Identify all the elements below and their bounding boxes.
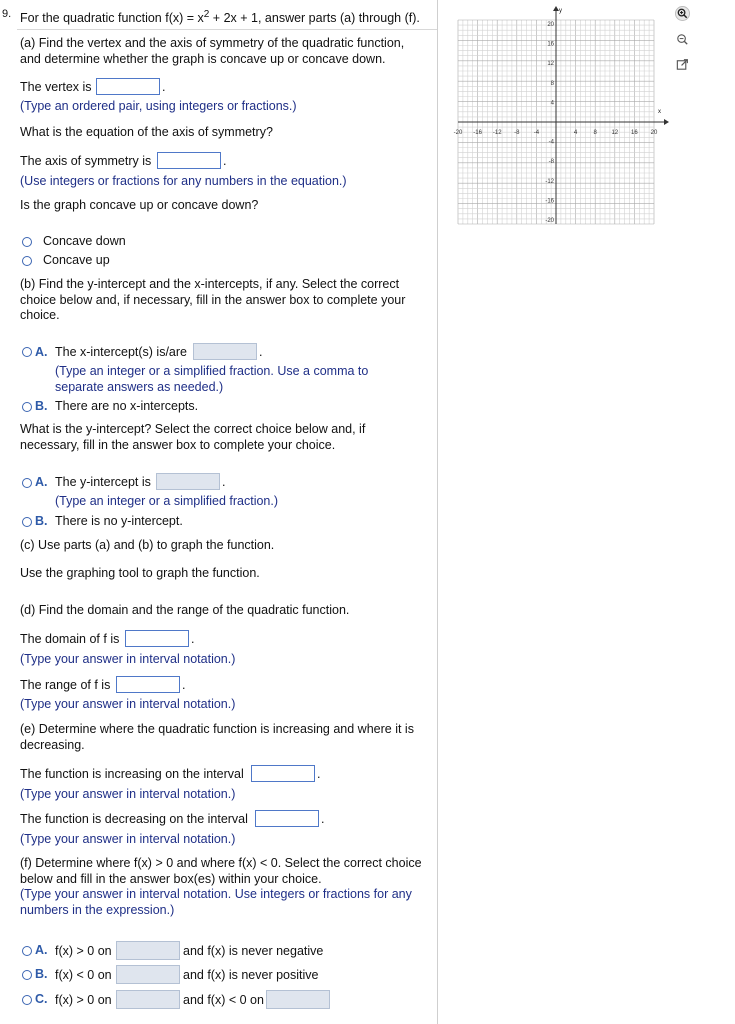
- axis-hint: (Use integers or fractions for any numbers in the equation.): [20, 174, 347, 188]
- period: .: [317, 767, 321, 781]
- part-f-b-input[interactable]: [116, 965, 180, 984]
- option-letter: B.: [35, 967, 48, 981]
- part-f-c-pre: f(x) > 0 on: [55, 993, 112, 1007]
- question-suffix: + 2x + 1, answer parts (a) through (f).: [209, 11, 420, 26]
- part-a-intro: (a) Find the vertex and the axis of symmetry of the quadratic function, and determine whether the graph is concave up or concave down.: [20, 36, 405, 66]
- part-e-intro: (e) Determine where the quadratic function is increasing and where it is decreasing.: [20, 722, 414, 752]
- part-f-a-input[interactable]: [116, 941, 180, 960]
- range-hint: (Type your answer in interval notation.): [20, 697, 236, 711]
- y-tick-label: -20: [545, 218, 554, 224]
- part-f-a-post: and f(x) is never negative: [183, 944, 324, 958]
- option-letter: C.: [35, 992, 48, 1006]
- concavity-question: Is the graph concave up or concave down?: [20, 198, 259, 212]
- y-tick-label: 20: [547, 22, 554, 28]
- part-f-option-b-radio[interactable]: [22, 970, 32, 980]
- part-f-b-post: and f(x) is never positive: [183, 968, 319, 982]
- x-intercept-option-b-radio[interactable]: [22, 402, 32, 412]
- axis-label: The axis of symmetry is: [20, 154, 152, 168]
- part-d-intro: (d) Find the domain and the range of the quadratic function.: [20, 603, 350, 617]
- range-input[interactable]: [116, 676, 180, 693]
- domain-input[interactable]: [125, 630, 189, 647]
- axis-question: What is the equation of the axis of symmetry?: [20, 125, 273, 139]
- part-f-intro: (f) Determine where f(x) > 0 and where f(x) < 0. Select the correct choice below and fill in the answer box(es) within your choice.: [20, 856, 422, 886]
- y-tick-label: 16: [547, 41, 554, 48]
- x-axis-arrow: [664, 119, 669, 125]
- panel-divider: [437, 0, 438, 1024]
- header-divider: [17, 29, 437, 30]
- option-letter: A.: [35, 345, 48, 359]
- concave-down-label[interactable]: Concave down: [43, 234, 126, 248]
- vertex-hint: (Type an ordered pair, using integers or fractions.): [20, 99, 297, 113]
- x-tick-label: 16: [631, 130, 638, 136]
- x-intercept-a-text: The x-intercept(s) is/are: [55, 345, 187, 359]
- part-f-a-pre: f(x) > 0 on: [55, 944, 112, 958]
- period: .: [162, 80, 166, 94]
- range-label: The range of f is: [20, 678, 111, 692]
- period: .: [259, 345, 263, 359]
- part-f-c-post: and f(x) < 0 on: [183, 993, 264, 1007]
- x-tick-label: -8: [514, 130, 520, 136]
- y-tick-label: -4: [548, 139, 554, 146]
- domain-hint: (Type your answer in interval notation.): [20, 652, 236, 666]
- y-intercept-question: What is the y-intercept? Select the correct choice below and, if necessary, fill in the answer box to complete your choice.: [20, 422, 366, 452]
- y-axis-label: y: [559, 8, 562, 14]
- domain-label: The domain of f is: [20, 632, 120, 646]
- option-letter: B.: [35, 399, 48, 413]
- concave-up-radio[interactable]: [22, 256, 32, 266]
- increasing-hint: (Type your answer in interval notation.): [20, 787, 236, 801]
- x-tick-label: 12: [611, 130, 619, 136]
- concave-down-radio[interactable]: [22, 237, 32, 247]
- x-intercept-input[interactable]: [193, 343, 257, 360]
- part-f-b-pre: f(x) < 0 on: [55, 968, 112, 982]
- concave-up-label[interactable]: Concave up: [43, 253, 110, 267]
- question-prefix: For the quadratic function f(x) = x: [20, 11, 204, 26]
- vertex-input[interactable]: [96, 78, 160, 95]
- zoom-in-icon[interactable]: [675, 6, 690, 21]
- y-tick-label: 12: [547, 61, 554, 68]
- y-tick-label: -8: [548, 159, 554, 166]
- period: .: [321, 812, 325, 826]
- y-intercept-option-a-radio[interactable]: [22, 478, 32, 488]
- x-tick-label: 20: [650, 130, 658, 136]
- y-tick-label: -16: [545, 198, 554, 205]
- period: .: [222, 475, 226, 489]
- x-intercept-hint: (Type an integer or a simplified fraction. Use a comma to separate answers as needed.): [55, 364, 369, 394]
- option-letter: A.: [35, 475, 48, 489]
- question-title: [20, 9, 420, 25]
- x-intercept-b-text: There are no x-intercepts.: [55, 399, 199, 413]
- axis-input[interactable]: [157, 152, 221, 169]
- part-f-option-a-radio[interactable]: [22, 946, 32, 956]
- period: .: [182, 678, 186, 692]
- x-axis-label: x: [658, 109, 661, 115]
- y-intercept-a-text: The y-intercept is: [55, 475, 151, 489]
- popout-icon[interactable]: [675, 57, 690, 72]
- x-tick-label: -4: [533, 130, 540, 136]
- part-f-c-input2[interactable]: [266, 990, 330, 1009]
- part-f-c-input1[interactable]: [116, 990, 180, 1009]
- part-c-instruction: Use the graphing tool to graph the function.: [20, 566, 260, 580]
- y-intercept-hint: (Type an integer or a simplified fraction.): [55, 494, 279, 508]
- vertex-label: The vertex is: [20, 80, 92, 94]
- part-c-intro: (c) Use parts (a) and (b) to graph the function.: [20, 538, 275, 552]
- decreasing-input[interactable]: [255, 810, 319, 827]
- x-intercept-option-a-radio[interactable]: [22, 347, 32, 357]
- y-intercept-b-text: There is no y-intercept.: [55, 514, 183, 528]
- zoom-out-icon[interactable]: [675, 32, 690, 47]
- y-tick-label: -12: [545, 178, 554, 185]
- option-letter: A.: [35, 943, 48, 957]
- option-letter: B.: [35, 514, 48, 528]
- part-f-option-c-radio[interactable]: [22, 995, 32, 1005]
- y-intercept-input[interactable]: [156, 473, 220, 490]
- decreasing-hint: (Type your answer in interval notation.): [20, 832, 236, 846]
- y-intercept-option-b-radio[interactable]: [22, 517, 32, 527]
- question-number: 9.: [2, 8, 12, 20]
- y-tick-label: 4: [550, 100, 554, 107]
- x-tick-label: -12: [492, 130, 502, 136]
- x-tick-label: 4: [573, 130, 578, 136]
- period: .: [223, 154, 227, 168]
- y-tick-label: 8: [550, 80, 554, 87]
- graph-axes: [458, 6, 669, 224]
- question-exponent: 2: [203, 9, 210, 20]
- period: .: [191, 632, 195, 646]
- x-tick-label: 8: [593, 130, 597, 136]
- graphing-tool[interactable]: [455, 0, 670, 232]
- x-tick-label: -16: [473, 130, 482, 136]
- part-f-hint: (Type your answer in interval notation. Use integers or fractions for any numbers in the expression.): [20, 887, 412, 917]
- increasing-input[interactable]: [251, 765, 315, 782]
- decreasing-label: The function is decreasing on the interval: [20, 812, 248, 826]
- part-b-intro: (b) Find the y-intercept and the x-intercepts, if any. Select the correct choice below and, if necessary, fill in the answer box to complete your choice.: [20, 277, 406, 322]
- increasing-label: The function is increasing on the interval: [20, 767, 244, 781]
- x-tick-label: -20: [453, 130, 463, 136]
